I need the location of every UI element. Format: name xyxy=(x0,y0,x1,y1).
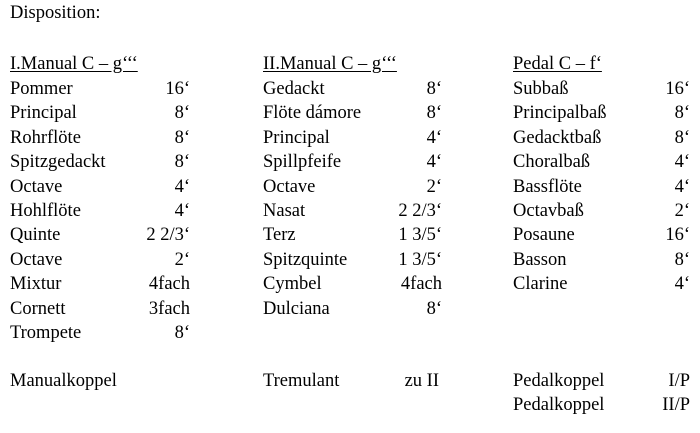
stop-name: Dulciana xyxy=(263,298,330,319)
stop-size: 1 3/5‘ xyxy=(398,225,442,246)
stop-row xyxy=(513,101,690,125)
stop-row xyxy=(10,297,190,321)
stop-size: 8‘ xyxy=(426,298,442,319)
stop-name: Principalbaß xyxy=(513,103,607,124)
stop-name: Octave xyxy=(10,176,63,197)
stop-row xyxy=(10,101,190,125)
stop-size: 4fach xyxy=(400,274,442,295)
coupler-value: I/P xyxy=(668,371,690,391)
stop-size: 8‘ xyxy=(426,79,442,99)
stop-name: Spillpfeife xyxy=(263,152,342,173)
stop-size: 16‘ xyxy=(665,79,690,99)
stop-name: Hohlflöte xyxy=(10,200,81,221)
stop-size: 1 3/5‘ xyxy=(398,249,442,270)
stop-name: Cymbel xyxy=(263,274,322,295)
stop-name: Gedacktbaß xyxy=(513,127,602,148)
stop-row xyxy=(263,297,442,321)
stop-row xyxy=(513,272,690,296)
stop-row xyxy=(513,248,690,272)
stop-name: Posaune xyxy=(513,225,575,246)
pedalkoppel-i-row xyxy=(513,369,690,393)
stop-size: 2‘ xyxy=(674,200,690,221)
stop-row xyxy=(513,77,690,101)
stop-row xyxy=(263,126,442,150)
stop-name: Principal xyxy=(263,127,330,148)
stop-row xyxy=(513,175,690,199)
stop-size: 4fach xyxy=(148,274,190,295)
coupler-name: Pedalkoppel xyxy=(513,395,605,415)
pedal-column xyxy=(513,53,690,297)
manual-2-column xyxy=(263,53,443,321)
stop-name: Subbaß xyxy=(513,79,569,99)
stop-row xyxy=(513,199,690,223)
stop-name: Quinte xyxy=(10,225,61,246)
manual-2-stop-list xyxy=(263,77,443,321)
stop-size: 2 2/3‘ xyxy=(146,225,190,246)
pedal-heading: Pedal C – f‘ xyxy=(513,54,602,74)
stop-name: Pommer xyxy=(10,79,73,99)
stop-name: Terz xyxy=(263,225,296,246)
stop-size: 2‘ xyxy=(426,176,442,197)
stop-name: Octave xyxy=(263,176,316,197)
stop-row xyxy=(10,223,190,247)
stop-name: Rohrflöte xyxy=(10,127,81,148)
stop-name: Flöte dámore xyxy=(263,103,362,124)
stop-row xyxy=(10,175,190,199)
stop-row xyxy=(263,150,442,174)
stop-name: Basson xyxy=(513,249,567,270)
stop-name: Mixtur xyxy=(10,274,62,295)
stop-row xyxy=(10,199,190,223)
pedal-stop-list xyxy=(513,77,690,297)
stop-name: Octavbaß xyxy=(513,200,584,221)
stop-row xyxy=(10,272,190,296)
stop-name: Principal xyxy=(10,103,77,124)
stop-name: Gedackt xyxy=(263,79,325,99)
stop-name: Bassflöte xyxy=(513,176,582,197)
stop-name: Cornett xyxy=(10,298,66,319)
stop-size: 4‘ xyxy=(426,152,442,173)
stop-size: 8‘ xyxy=(174,103,190,124)
stop-name: Trompete xyxy=(10,322,82,343)
stop-size: 8‘ xyxy=(674,249,690,270)
stop-row xyxy=(10,126,190,150)
stop-size: 8‘ xyxy=(674,127,690,148)
stop-row xyxy=(263,101,442,125)
stop-row xyxy=(513,126,690,150)
stop-row xyxy=(513,150,690,174)
manual-1-stop-list xyxy=(10,77,190,345)
stop-size: 4‘ xyxy=(674,176,690,197)
stop-size: 16‘ xyxy=(165,79,190,99)
stop-row xyxy=(263,272,442,296)
stop-size: 4‘ xyxy=(174,200,190,221)
stop-size: 8‘ xyxy=(174,322,190,343)
stop-name: Spitzquinte xyxy=(263,249,348,270)
stop-row xyxy=(10,248,190,272)
stop-size: 4‘ xyxy=(426,127,442,148)
stop-name: Choralbaß xyxy=(513,152,591,173)
stop-name: Clarine xyxy=(513,274,568,295)
coupler-name: Tremulant xyxy=(263,371,340,391)
stop-size: 3fach xyxy=(148,298,190,319)
coupler-name: Pedalkoppel xyxy=(513,371,605,391)
stop-row xyxy=(10,150,190,174)
stop-name: Nasat xyxy=(263,200,306,221)
manual-2-heading: II.Manual C – g‘‘‘ xyxy=(263,54,397,74)
manualkoppel-row xyxy=(10,369,190,393)
manual-1-heading: I.Manual C – g‘‘‘ xyxy=(10,54,138,74)
stop-size: 4‘ xyxy=(674,152,690,173)
stop-size: 8‘ xyxy=(174,127,190,148)
stop-size: 8‘ xyxy=(426,103,442,124)
stop-row xyxy=(263,248,442,272)
stop-row xyxy=(10,77,190,101)
stop-name: Octave xyxy=(10,249,63,270)
stop-name: Spitzgedackt xyxy=(10,152,106,173)
stop-size: 4‘ xyxy=(174,176,190,197)
stop-size: 2‘ xyxy=(174,249,190,270)
stop-size: 8‘ xyxy=(674,103,690,124)
page-title: Disposition: xyxy=(10,3,101,23)
stop-row xyxy=(263,175,442,199)
stop-row xyxy=(10,321,190,345)
stop-size: 4‘ xyxy=(674,274,690,295)
coupler-value: II/P xyxy=(662,395,690,415)
stop-row xyxy=(263,77,442,101)
stop-size: 16‘ xyxy=(665,225,690,246)
coupler-name: Manualkoppel xyxy=(10,371,117,391)
stop-size: 8‘ xyxy=(174,152,190,173)
stop-size: 2 2/3‘ xyxy=(398,200,442,221)
tremulant-row xyxy=(263,369,439,393)
stop-row xyxy=(263,199,442,223)
stop-row xyxy=(263,223,442,247)
manual-1-column xyxy=(10,53,190,345)
stop-row xyxy=(513,223,690,247)
pedalkoppel-ii-row xyxy=(513,393,690,417)
coupler-value: zu II xyxy=(404,371,439,391)
